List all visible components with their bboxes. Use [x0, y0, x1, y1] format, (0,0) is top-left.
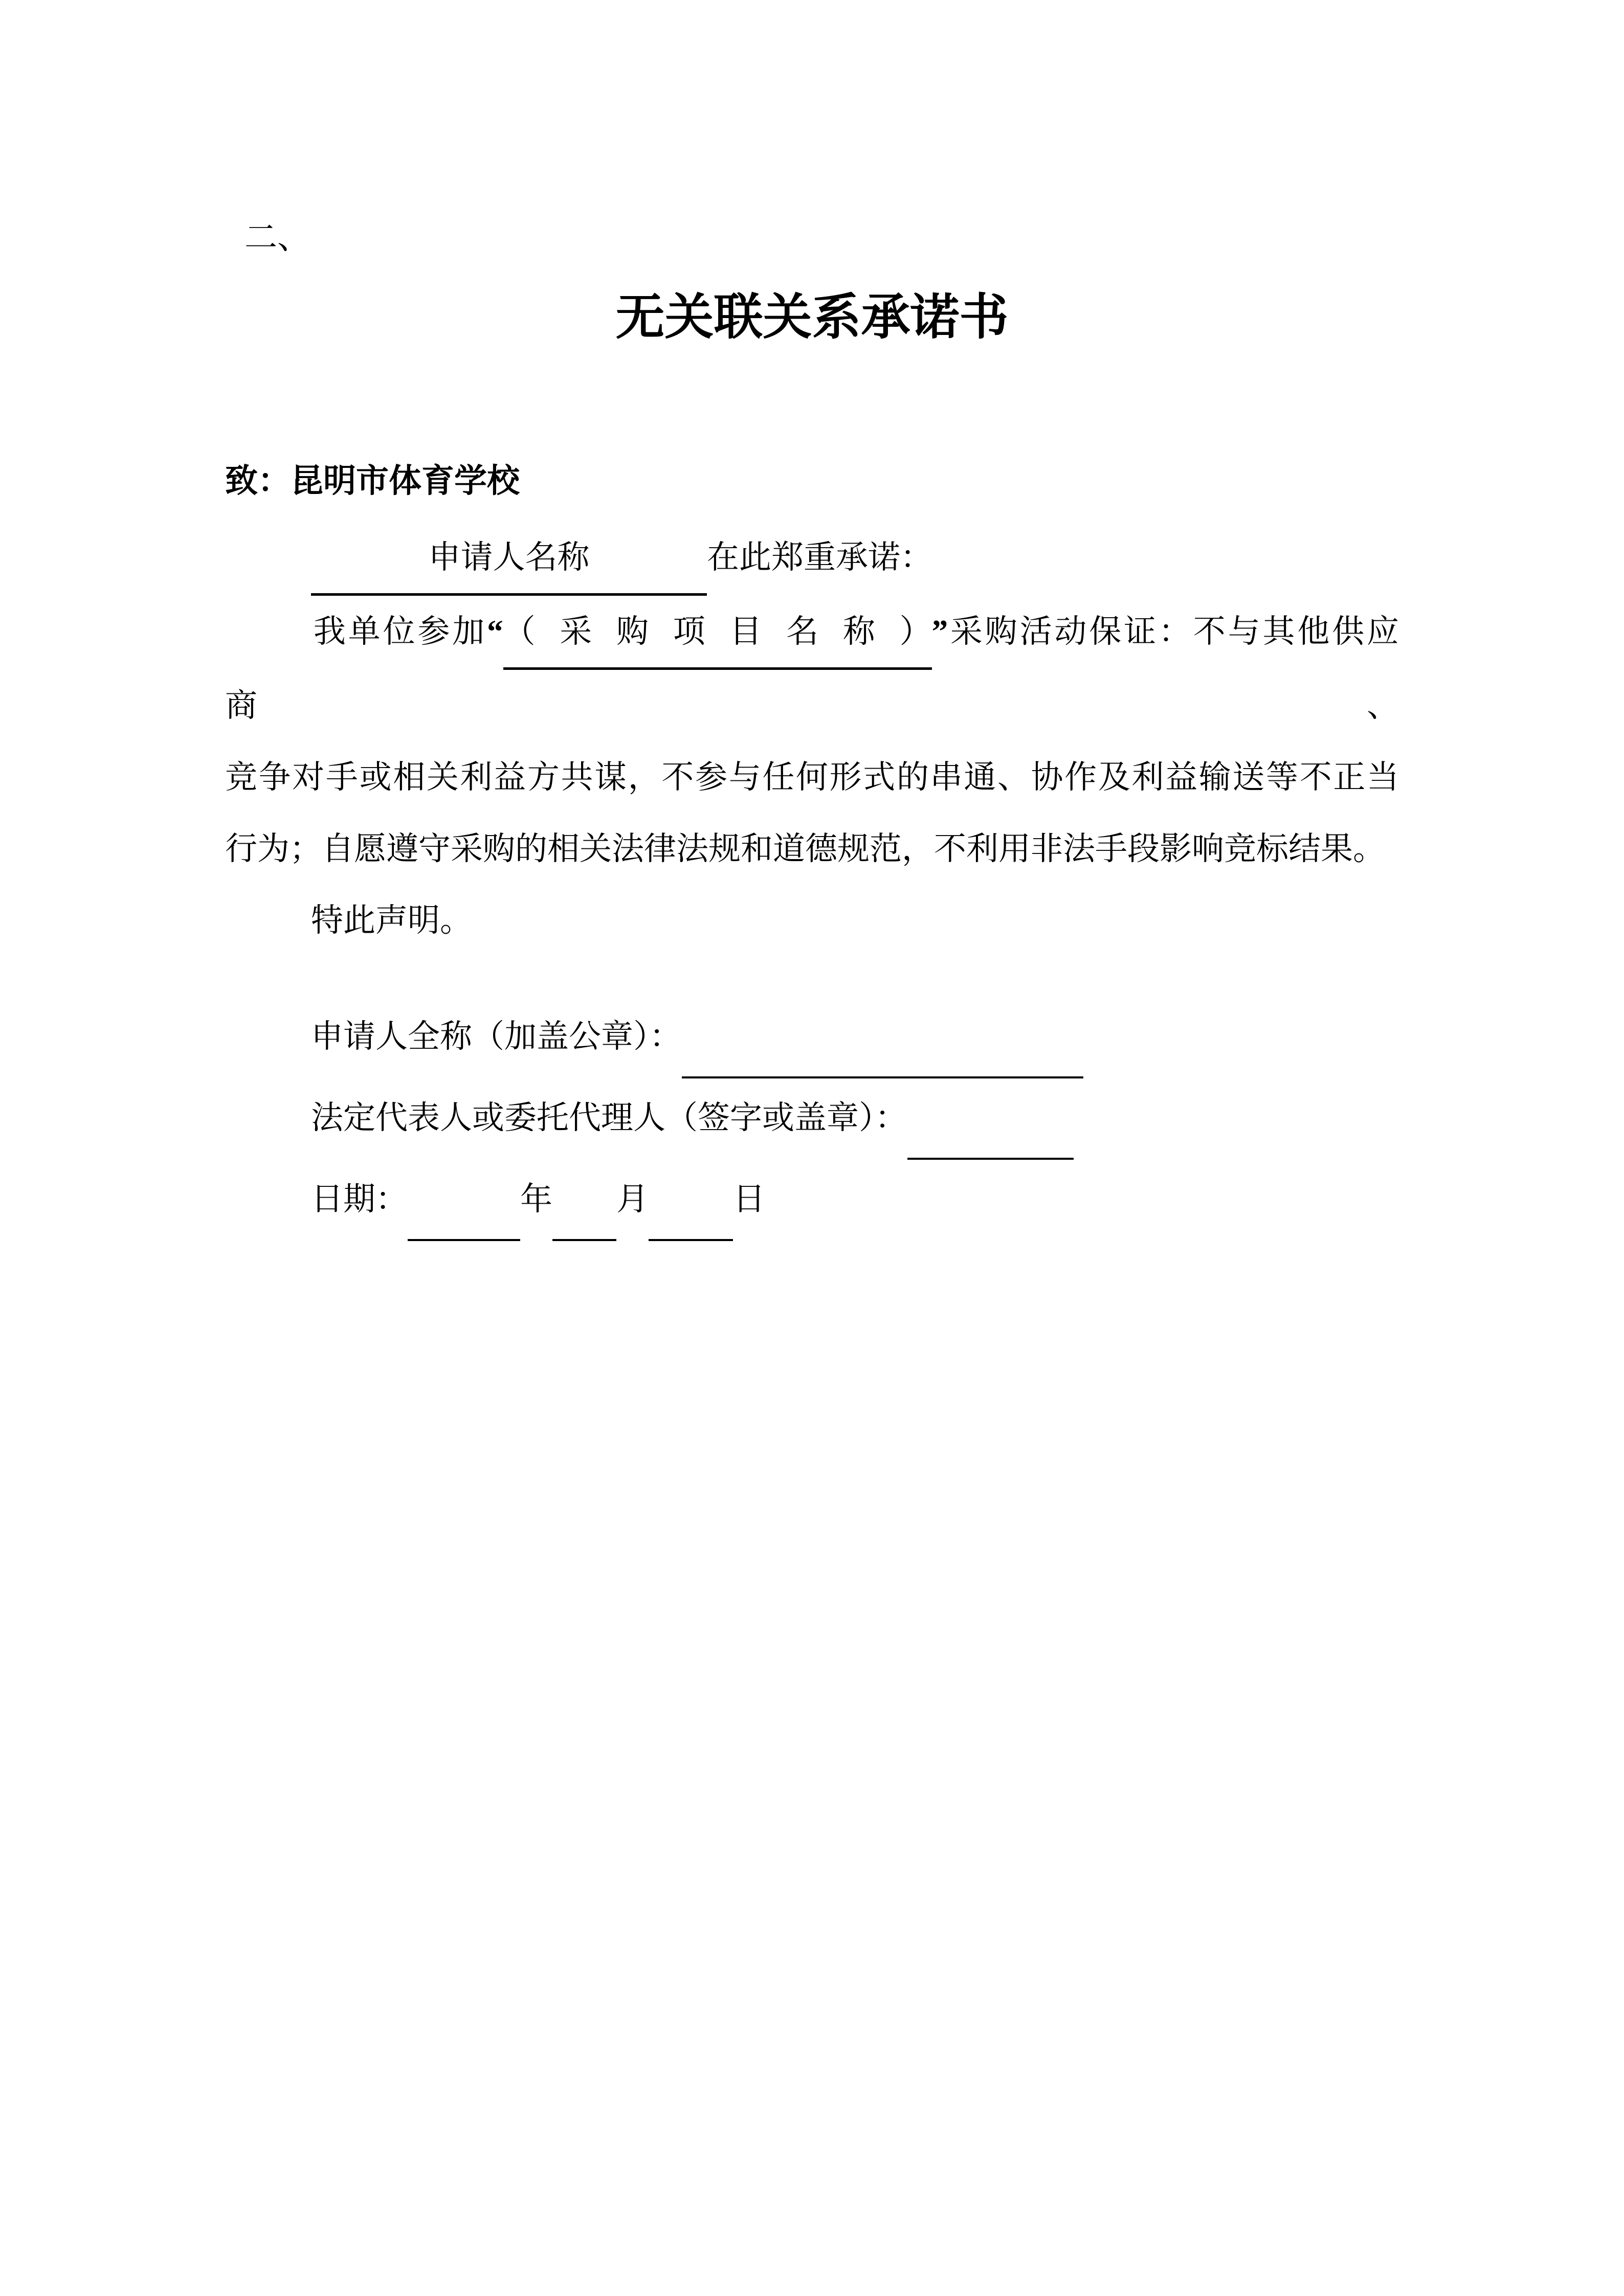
line1-suffix: 采购活动保证：不与其他供应商、 — [225, 614, 1399, 724]
representative-label: 法定代表人或委托代理人（签字或盖章）： — [311, 1100, 907, 1136]
date-month-blank — [552, 1160, 616, 1241]
signature-block — [311, 997, 1083, 1241]
date-line — [311, 1160, 1083, 1241]
month-label: 月 — [616, 1181, 649, 1217]
day-label: 日 — [733, 1181, 765, 1217]
recipient-name: 昆明市体育学校 — [291, 463, 520, 499]
declaration-text: 特此声明。 — [311, 903, 472, 938]
paragraph-line-3: 行为；自愿遵守采购的相关法律法规和道德规范，不利用非法手段影响竞标结果。 — [225, 831, 1385, 867]
applicant-signature-blank — [682, 997, 1083, 1078]
close-quote: ” — [931, 614, 948, 649]
declaration-line — [225, 885, 1399, 956]
date-label: 日期： — [311, 1181, 408, 1217]
representative-signature-blank — [907, 1078, 1074, 1160]
paragraph-line-1 — [225, 596, 1399, 741]
applicant-name-blank: 申请人名称 — [311, 522, 707, 596]
representative-signature-line — [311, 1078, 1083, 1160]
project-name-blank: （采购项目名称） — [503, 596, 932, 670]
salutation-line — [225, 459, 520, 503]
section-number: 二、 — [244, 219, 310, 256]
date-day-blank — [649, 1160, 733, 1241]
pledge-suffix: 在此郑重承诺： — [707, 539, 932, 575]
salutation-prefix: 致： — [225, 463, 291, 499]
document-title: 无关联关系承诺书 — [615, 290, 1009, 345]
year-label: 年 — [520, 1181, 552, 1217]
letter-body — [225, 522, 1399, 956]
applicant-label: 申请人全称（加盖公章）： — [311, 1019, 682, 1054]
applicant-signature-line — [311, 997, 1083, 1078]
paragraph-line-2: 竞争对手或相关利益方共谋，不参与任何形式的串通、协作及利益输送等不正当 — [225, 759, 1399, 795]
open-quote: “ — [487, 614, 503, 649]
pledge-line — [225, 522, 1399, 596]
line1-prefix: 我单位参加 — [311, 614, 487, 649]
date-year-blank — [408, 1160, 520, 1241]
